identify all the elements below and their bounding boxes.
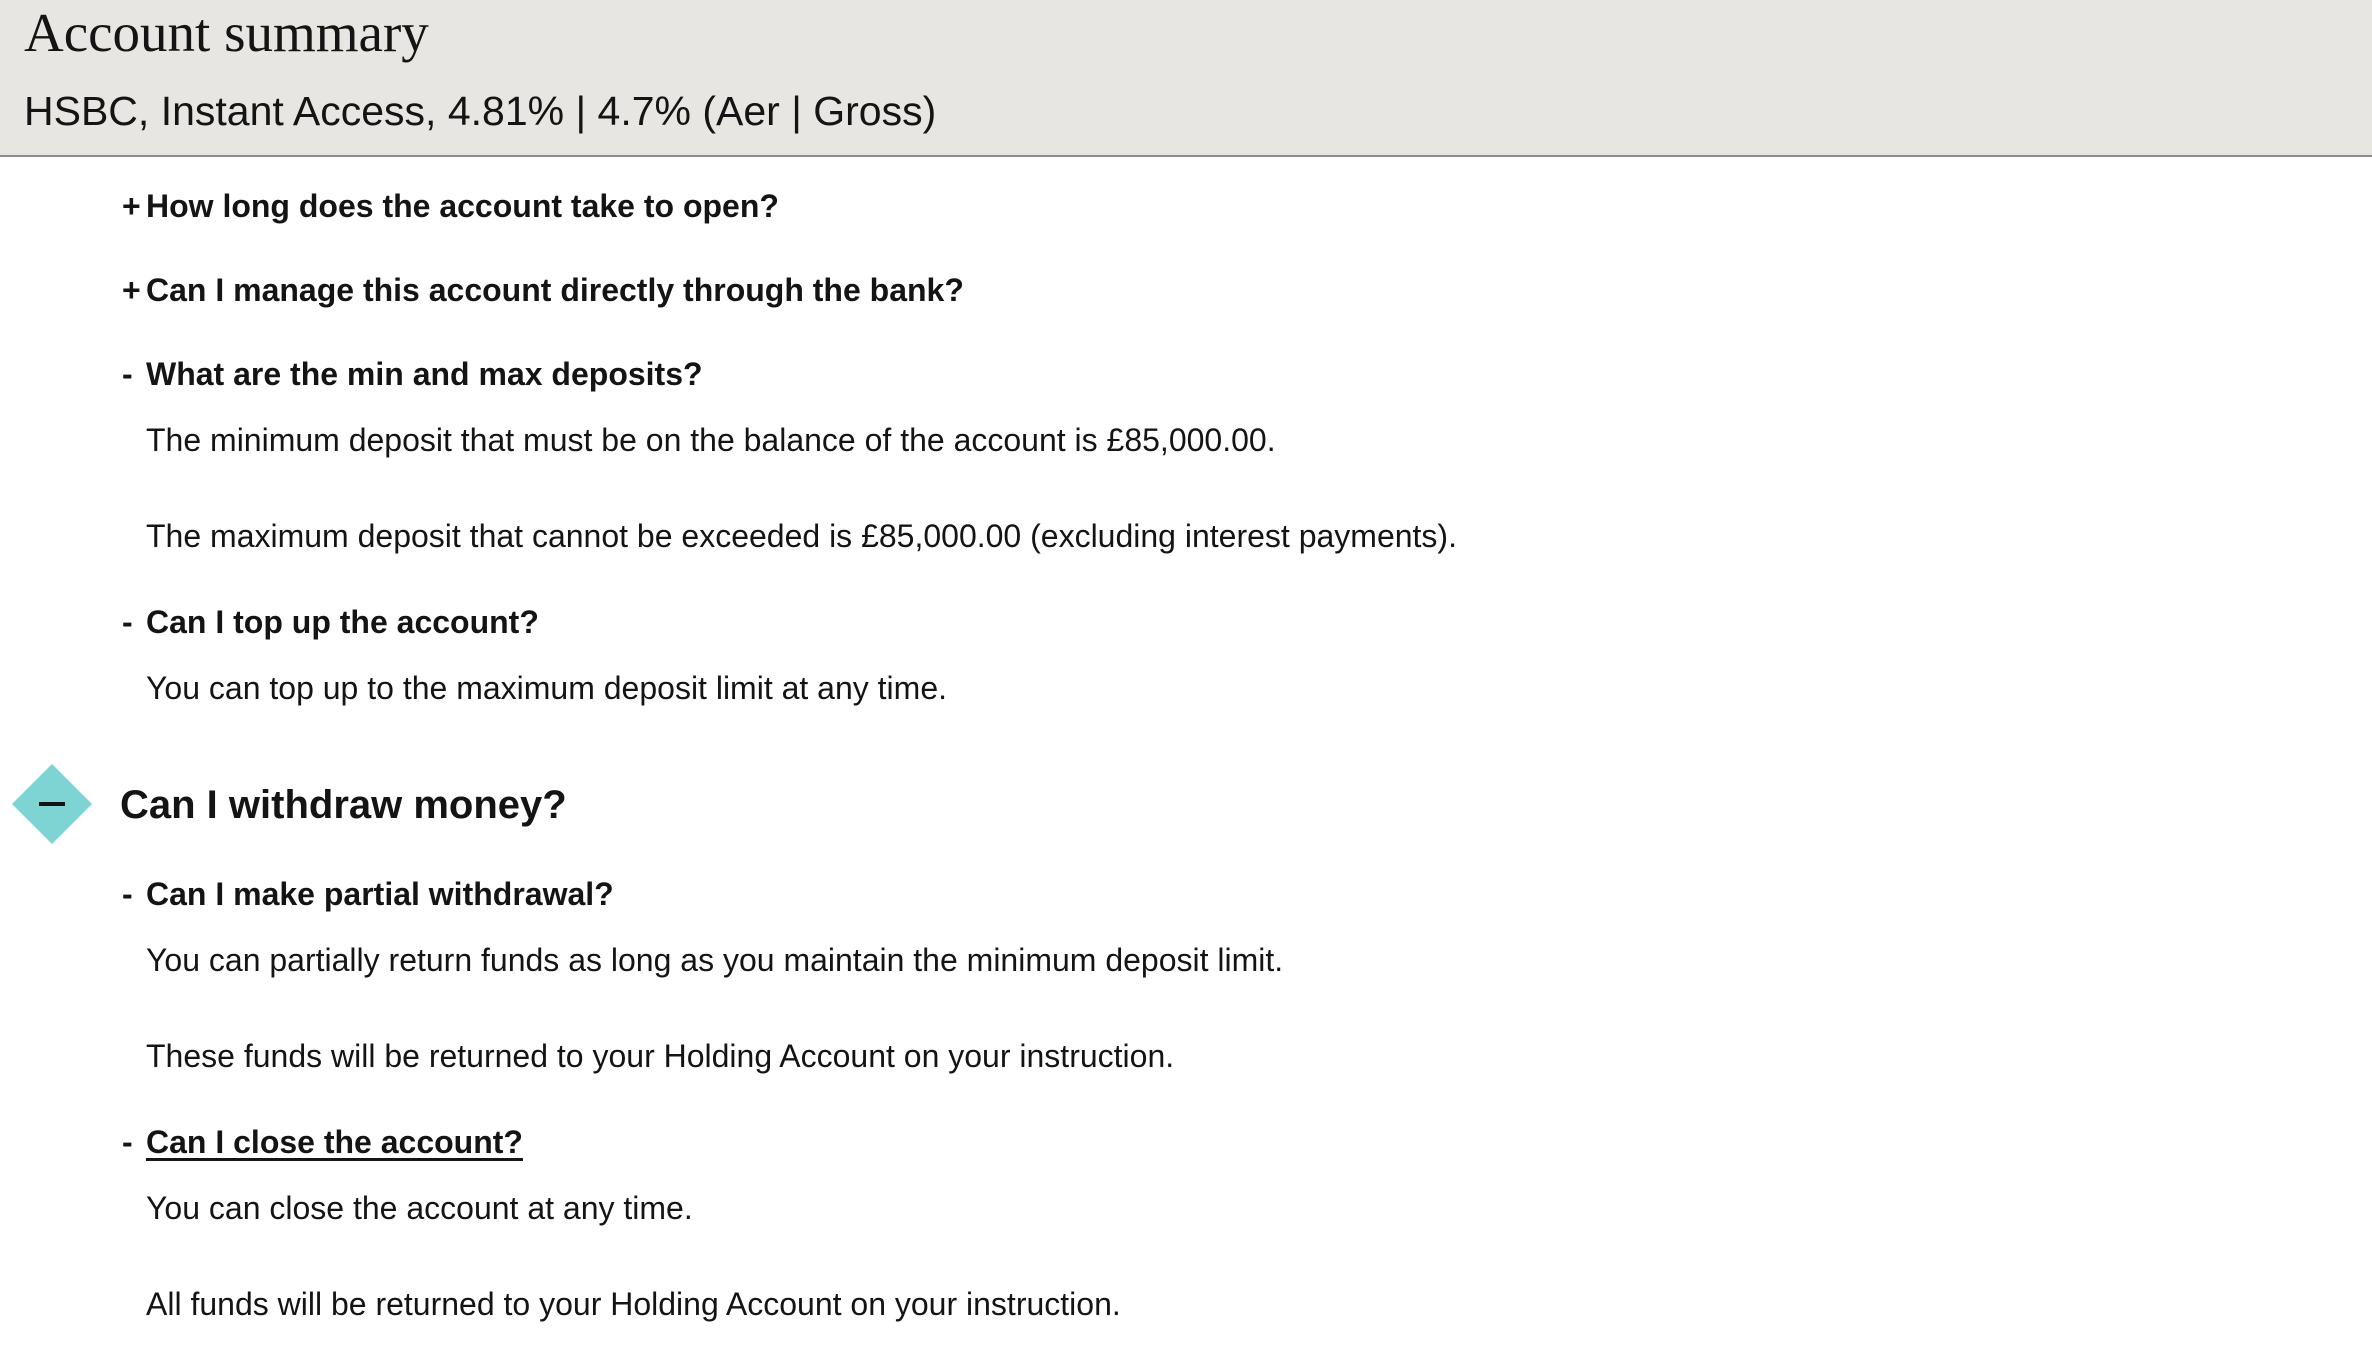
faq-toggle-partial-withdrawal[interactable] — [122, 869, 614, 919]
faq-question: What are the min and max deposits? — [146, 356, 703, 392]
collapse-icon: - — [122, 876, 133, 912]
expand-icon: + — [122, 272, 141, 308]
expand-icon: + — [122, 188, 141, 224]
collapse-icon: - — [122, 604, 133, 640]
faq-question: Can I make partial withdrawal? — [146, 876, 614, 912]
page-title: Account summary — [24, 2, 429, 63]
faq-answer: You can close the account at any time. — [146, 1190, 693, 1226]
section-title-withdraw: Can I withdraw money? — [120, 783, 567, 827]
faq-toggle-account-open-time[interactable] — [122, 181, 779, 231]
minus-icon — [12, 764, 92, 844]
faq-content — [0, 157, 2372, 1354]
faq-question: Can I close the account? — [146, 1124, 523, 1160]
faq-answer: All funds will be returned to your Holding Account on your instruction. — [146, 1286, 1121, 1322]
faq-question: How long does the account take to open? — [146, 188, 779, 224]
faq-toggle-close-account[interactable] — [122, 1117, 523, 1167]
faq-question: Can I top up the account? — [146, 604, 539, 640]
faq-answer: You can partially return funds as long as you maintain the minimum deposit limit. — [146, 942, 1284, 978]
collapse-icon: - — [122, 356, 133, 392]
account-subtitle: HSBC, Instant Access, 4.81% | 4.7% (Aer | Gross) — [24, 88, 937, 134]
faq-answer: The maximum deposit that cannot be exceeded is £85,000.00 (excluding interest payments). — [146, 518, 1457, 554]
faq-answer: These funds will be returned to your Holding Account on your instruction. — [146, 1038, 1175, 1074]
section-collapse-button[interactable] — [12, 764, 92, 844]
faq-answer: The minimum deposit that must be on the balance of the account is £85,000.00. — [146, 422, 1276, 458]
faq-toggle-min-max-deposits[interactable] — [122, 349, 703, 399]
faq-answer: You can top up to the maximum deposit limit at any time. — [146, 670, 947, 706]
faq-toggle-top-up[interactable] — [122, 597, 539, 647]
collapse-icon: - — [122, 1124, 133, 1160]
account-summary-header — [0, 0, 2372, 157]
faq-question: Can I manage this account directly through the bank? — [146, 272, 964, 308]
faq-toggle-manage-through-bank[interactable] — [122, 265, 964, 315]
